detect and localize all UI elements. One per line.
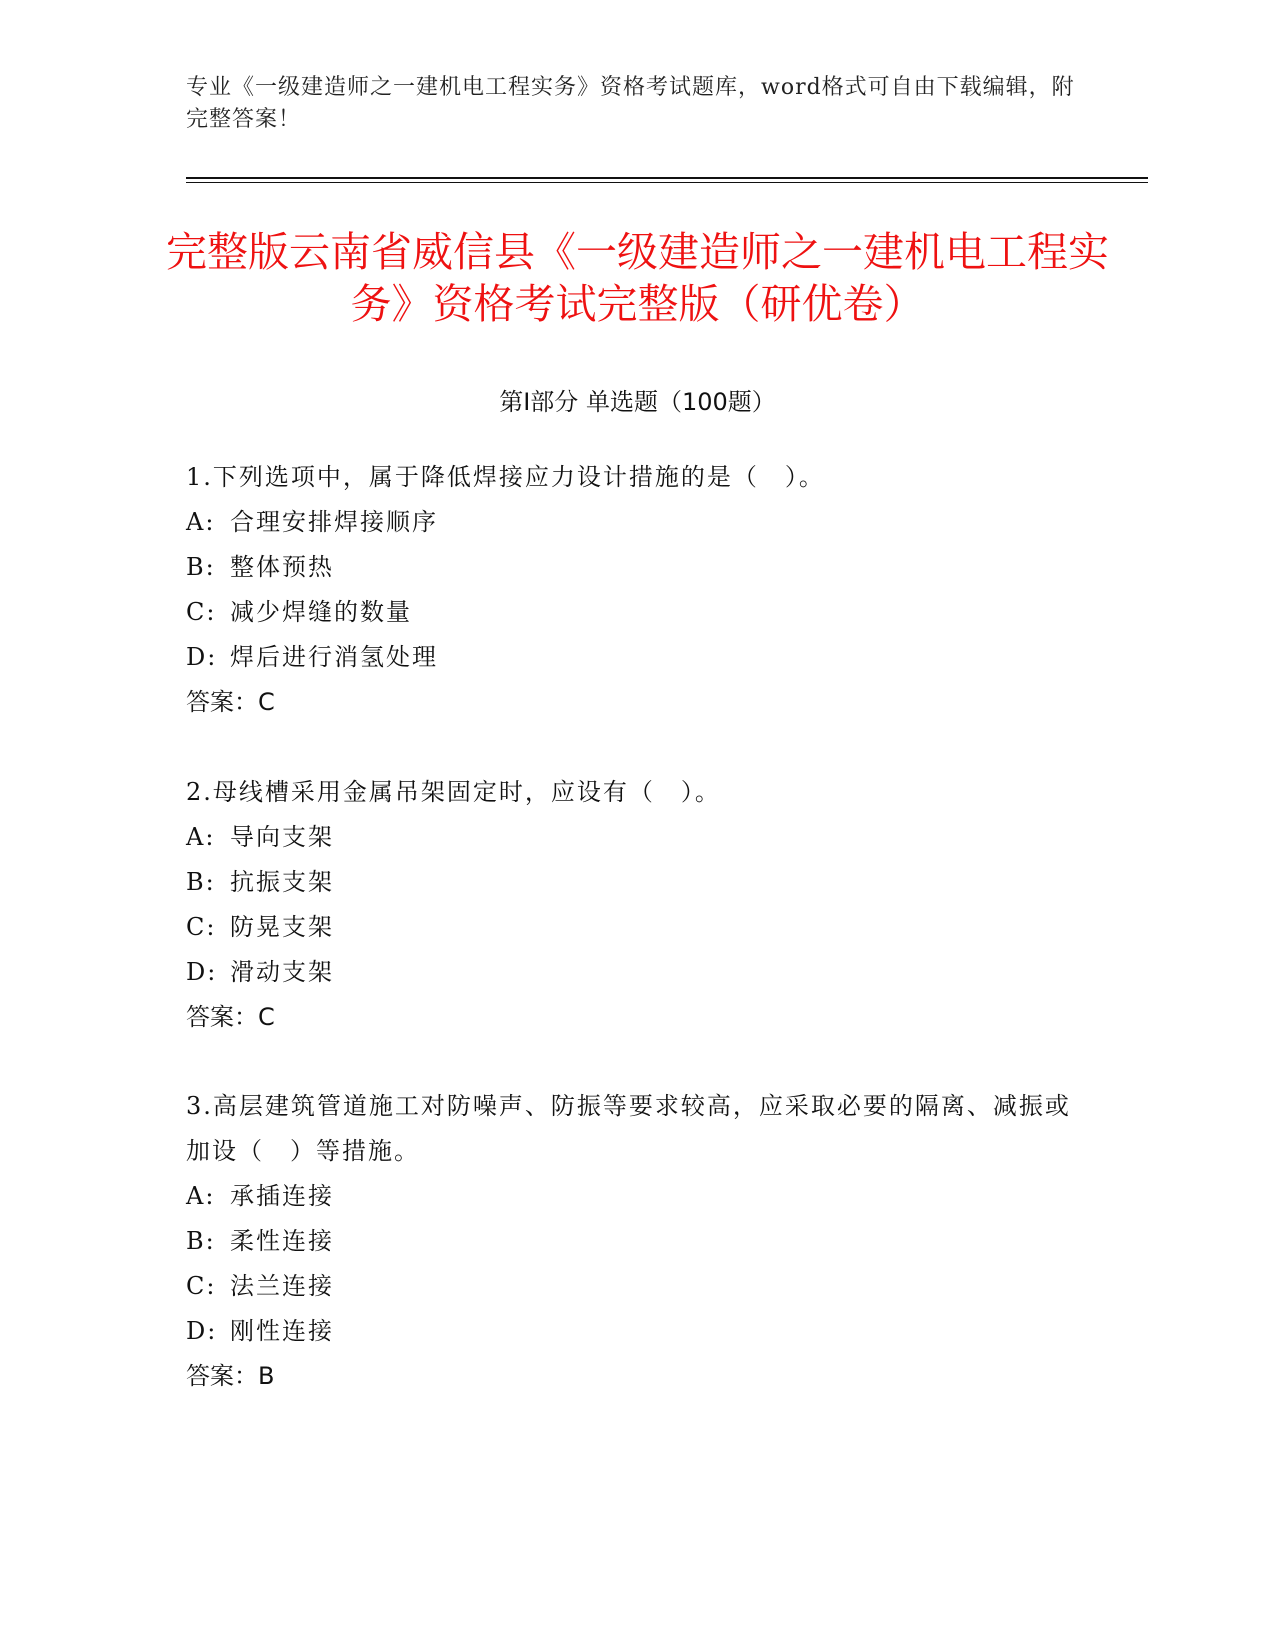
option-c	[186, 905, 1086, 950]
option-b	[186, 860, 1086, 905]
document-title: 完整版云南省威信县《一级建造师之一建机电工程实务》资格考试完整版（研优卷）	[166, 228, 1109, 328]
option-letter: D:	[186, 958, 218, 986]
answer-label: 答案：C	[186, 688, 275, 716]
option-letter: A:	[186, 823, 216, 851]
option-letter: D:	[186, 643, 218, 671]
option-b	[186, 1219, 1086, 1264]
option-letter: B:	[186, 553, 216, 581]
option-letter: B:	[186, 1227, 216, 1255]
question-3	[186, 1084, 1086, 1399]
question-stem: 2.母线槽采用金属吊架固定时，应设有（ ）。	[186, 778, 721, 806]
question-stem: 1.下列选项中，属于降低焊接应力设计措施的是（ ）。	[186, 463, 825, 491]
option-letter: A:	[186, 508, 216, 536]
question-1	[186, 455, 1086, 725]
option-letter: B:	[186, 868, 216, 896]
option-a	[186, 815, 1086, 860]
option-text: 抗振支架	[230, 868, 334, 896]
answer-label: 答案：B	[186, 1362, 275, 1390]
option-text: 承插连接	[230, 1182, 334, 1210]
option-letter: D:	[186, 1317, 218, 1345]
option-text: 整体预热	[230, 553, 334, 581]
section-title: 第Ⅰ部分 单选题（100题）	[499, 388, 776, 416]
option-text: 柔性连接	[230, 1227, 334, 1255]
option-letter: C:	[186, 913, 217, 941]
option-text: 合理安排焊接顺序	[230, 508, 438, 536]
option-text: 导向支架	[230, 823, 334, 851]
option-text: 减少焊缝的数量	[230, 598, 412, 626]
header-rule-thick	[186, 177, 1148, 179]
option-text: 焊后进行消氢处理	[230, 643, 438, 671]
option-a	[186, 500, 1086, 545]
question-stem: 3.高层建筑管道施工对防噪声、防振等要求较高，应采取必要的隔离、减振或加设（ ）等措施。	[186, 1092, 1071, 1165]
option-text: 滑动支架	[230, 958, 334, 986]
option-d	[186, 635, 1086, 680]
option-c	[186, 1264, 1086, 1309]
option-text: 刚性连接	[230, 1317, 334, 1345]
option-letter: C:	[186, 598, 217, 626]
answer-label: 答案：C	[186, 1003, 275, 1031]
option-b	[186, 545, 1086, 590]
option-d	[186, 1309, 1086, 1354]
header-note: 专业《一级建造师之一建机电工程实务》资格考试题库，word格式可自由下载编辑，附完整答案！	[186, 75, 1075, 132]
option-text: 法兰连接	[230, 1272, 334, 1300]
option-c	[186, 590, 1086, 635]
option-a	[186, 1174, 1086, 1219]
question-2	[186, 770, 1086, 1040]
header-rule-thin	[186, 182, 1148, 183]
option-text: 防晃支架	[230, 913, 334, 941]
option-letter: A:	[186, 1182, 216, 1210]
option-d	[186, 950, 1086, 995]
option-letter: C:	[186, 1272, 217, 1300]
